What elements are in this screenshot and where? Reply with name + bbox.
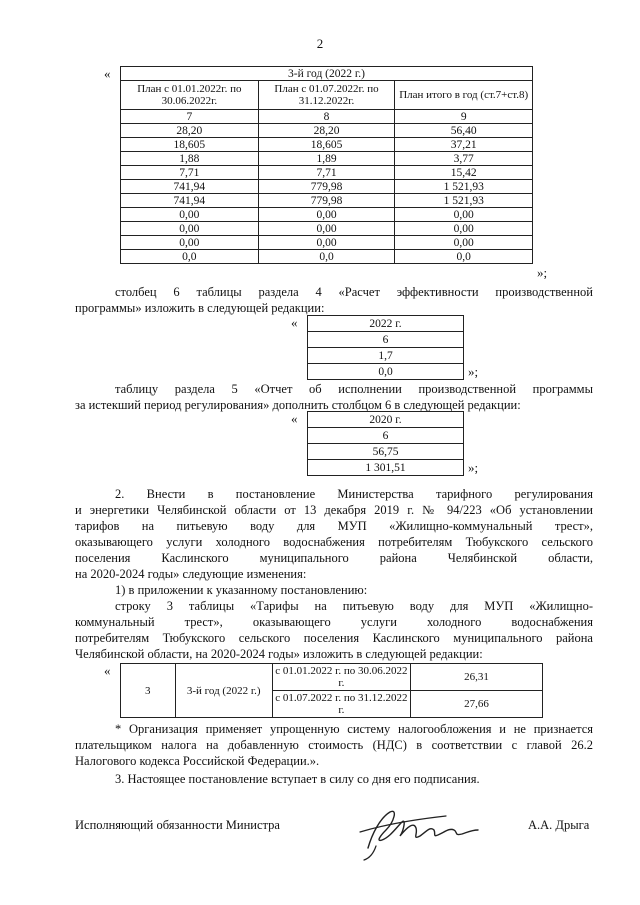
table-cell: 3,77	[395, 152, 533, 166]
table-row	[121, 166, 533, 180]
table-cell: 1,88	[121, 152, 259, 166]
table-cell: 0,00	[121, 208, 259, 222]
close-quote-3: »;	[468, 460, 479, 475]
table-cell: 1,7	[308, 348, 464, 364]
table-cell: 2020 г.	[308, 412, 464, 428]
efficiency-table	[307, 315, 464, 380]
table-cell: 779,98	[258, 180, 395, 194]
year-cell: 3-й год (2022 г.)	[175, 664, 272, 718]
table-cell: 56,40	[395, 124, 533, 138]
page-number: 2	[316, 36, 324, 51]
table-cell: 0,00	[258, 208, 395, 222]
tariff-value: 26,31	[411, 664, 543, 691]
table-row	[121, 138, 533, 152]
table-cell: 28,20	[121, 124, 259, 138]
paragraph-line: 2. Внести в постановление Министерства тарифного регулирования	[115, 487, 593, 501]
paragraph-line: таблицу раздела 5 «Отчет об исполнении производственной программы	[115, 382, 593, 396]
paragraph-line: оказывающего услуги холодного водоснабжения потребителям Тюбукского сельского	[75, 535, 593, 549]
table-row	[121, 236, 533, 250]
signatory-name: А.А. Дрыга	[528, 818, 590, 832]
paragraph-line: поселения Каслинского муниципального района Челябинской области,	[75, 551, 593, 565]
table-cell: 0,00	[395, 208, 533, 222]
open-quote-4: «	[104, 663, 111, 678]
table-cell: 0,00	[395, 236, 533, 250]
paragraph-line: на 2020-2024 годы» следующие изменения:	[75, 567, 307, 581]
table1-col-header: План итого в год (ст.7+ст.8)	[395, 81, 533, 110]
table-cell: 18,605	[121, 138, 259, 152]
table-cell: 18,605	[258, 138, 395, 152]
table-row	[121, 124, 533, 138]
paragraph-line: и энергетики Челябинской области от 13 декабря 2019 г. № 94/223 «Об установлении	[75, 503, 593, 517]
table-cell: 1 301,51	[308, 460, 464, 476]
table-cell: 6	[308, 428, 464, 444]
tariff-value: 27,66	[411, 691, 543, 718]
table1-col-number: 9	[395, 110, 533, 124]
paragraph-line: программы» изложить в следующей редакции:	[75, 301, 325, 315]
paragraph-line: 3. Настоящее постановление вступает в силу со дня его подписания.	[115, 772, 480, 786]
close-quote-2: »;	[468, 364, 479, 379]
production-plan-table	[120, 66, 533, 264]
table-cell: 1,89	[258, 152, 395, 166]
table-row	[121, 222, 533, 236]
period-cell: с 01.07.2022 г. по 31.12.2022 г.	[272, 691, 410, 718]
signatory-title: Исполняющий обязанности Министра	[75, 818, 280, 832]
table-row	[121, 194, 533, 208]
table-cell: 741,94	[121, 180, 259, 194]
table-cell: 779,98	[258, 194, 395, 208]
table-cell: 56,75	[308, 444, 464, 460]
open-quote-2: «	[291, 315, 298, 330]
table1-col-header: План с 01.01.2022г. по 30.06.2022г.	[121, 81, 259, 110]
table-cell: 7,71	[258, 166, 395, 180]
paragraph-line: строку 3 таблицы «Тарифы на питьевую воду для МУП «Жилищно-	[115, 599, 593, 613]
open-quote-1: «	[104, 66, 111, 81]
table1-header: 3-й год (2022 г.)	[121, 67, 533, 81]
paragraph-line: за истекший период регулирования» дополнить столбцом 6 в следующей редакции:	[75, 398, 521, 412]
table-cell: 0,00	[121, 222, 259, 236]
footnote-line: плательщиком налога на добавленную стоимость (НДС) в соответствии с главой 26.2	[75, 738, 593, 752]
tariff-table	[120, 663, 543, 718]
close-quote-1: »;	[537, 265, 548, 280]
table-row	[121, 208, 533, 222]
footnote-line: Налогового кодекса Российской Федерации.».	[75, 754, 320, 768]
paragraph-line: 1) в приложении к указанному постановлению:	[115, 583, 368, 597]
table-cell: 0,0	[121, 250, 259, 264]
table-cell: 0,0	[258, 250, 395, 264]
table-cell: 0,00	[395, 222, 533, 236]
table1-col-number: 8	[258, 110, 395, 124]
table-cell: 0,00	[258, 222, 395, 236]
table-cell: 0,00	[258, 236, 395, 250]
row-number: 3	[121, 664, 176, 718]
table-cell: 1 521,93	[395, 180, 533, 194]
signature-image	[350, 800, 490, 862]
footnote-line: * Организация применяет упрощенную систему налогообложения и не признается	[115, 722, 593, 736]
table-cell: 0,00	[121, 236, 259, 250]
open-quote-3: «	[291, 411, 298, 426]
table-cell: 0,0	[308, 364, 464, 380]
period-cell: с 01.01.2022 г. по 30.06.2022 г.	[272, 664, 410, 691]
paragraph-line: столбец 6 таблицы раздела 4 «Расчет эффективности производственной	[115, 285, 593, 299]
table-cell: 2022 г.	[308, 316, 464, 332]
table-row	[121, 180, 533, 194]
table-cell: 0,0	[395, 250, 533, 264]
table-cell: 1 521,93	[395, 194, 533, 208]
table-cell: 741,94	[121, 194, 259, 208]
paragraph-line: тарифов на питьевую воду для МУП «Жилищно-коммунальный трест»,	[75, 519, 593, 533]
paragraph-line: Челябинской области, на 2020-2024 годы» изложить в следующей редакции:	[75, 647, 483, 661]
table-cell: 15,42	[395, 166, 533, 180]
table-cell: 6	[308, 332, 464, 348]
paragraph-line: коммунальный трест», оказывающего услуги холодного водоснабжения	[75, 615, 593, 629]
table-cell: 7,71	[121, 166, 259, 180]
paragraph-line: потребителям Тюбукского сельского поселения Каслинского муниципального района	[75, 631, 593, 645]
table1-col-number: 7	[121, 110, 259, 124]
table-row	[121, 152, 533, 166]
table-cell: 28,20	[258, 124, 395, 138]
table1-col-header: План с 01.07.2022г. по 31.12.2022г.	[258, 81, 395, 110]
table-cell: 37,21	[395, 138, 533, 152]
table-row	[121, 250, 533, 264]
report-table	[307, 411, 464, 476]
